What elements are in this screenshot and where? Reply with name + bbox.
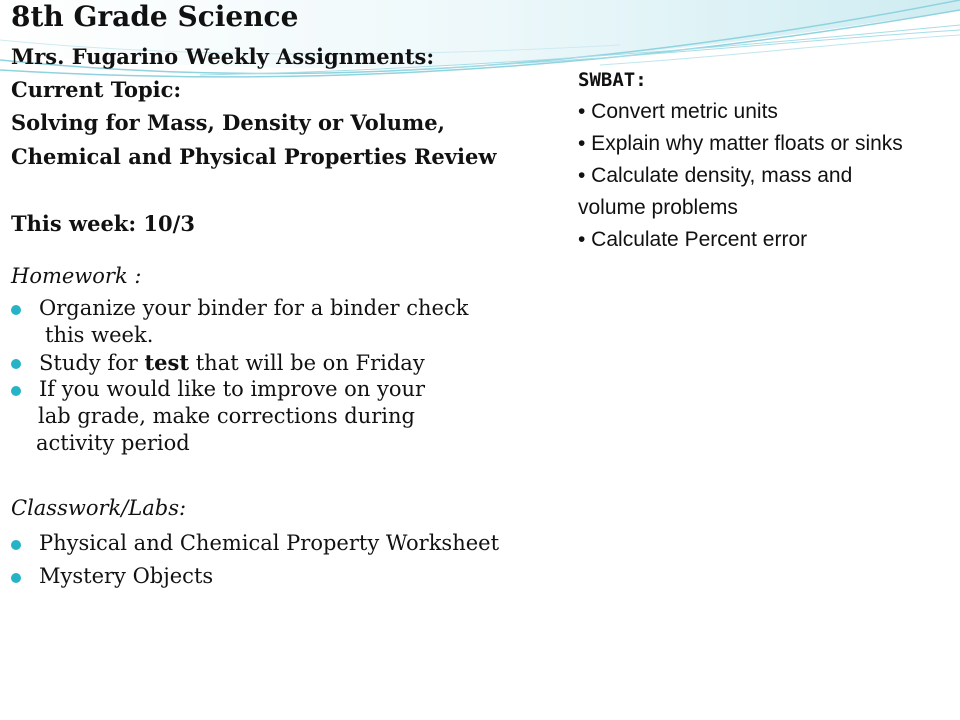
homework-item-1-text: Organize your binder for a binder check [39, 296, 469, 320]
classwork-item-1-text: Physical and Chemical Property Worksheet [39, 531, 500, 555]
bullet-dot-icon [11, 540, 21, 550]
week-label: This week: 10/3 [11, 211, 195, 236]
homework-item-2-pre: Study for [39, 351, 145, 375]
slide-title: 8th Grade Science [11, 0, 299, 33]
classwork-item-2-text: Mystery Objects [39, 564, 214, 588]
homework-item-2-bold: test [144, 350, 190, 375]
homework-item-3-text: If you would like to improve on your [39, 377, 426, 401]
homework-heading: Homework : [11, 264, 142, 288]
swbat-heading: SWBAT: [578, 69, 647, 91]
swbat-item: • Explain why matter floats or sinks [578, 132, 903, 155]
classwork-heading: Classwork/Labs: [11, 496, 187, 520]
swbat-item: • Calculate density, mass and volume problems [578, 164, 853, 219]
topic-line-2: Chemical and Physical Properties Review [11, 144, 497, 169]
bullet-dot-icon [11, 386, 21, 396]
swbat-item: • Convert metric units [578, 100, 778, 123]
swbat-item: • Calculate Percent error [578, 228, 808, 251]
topic-line-1: Solving for Mass, Density or Volume, [11, 110, 445, 135]
homework-item-3-cont: lab grade, make corrections during [38, 404, 415, 428]
homework-item-1-cont: this week. [45, 323, 154, 347]
teacher-subtitle: Mrs. Fugarino Weekly Assignments: [11, 44, 435, 69]
bullet-dot-icon [11, 573, 21, 583]
swbat-box [578, 64, 908, 256]
homework-item-2-post: that will be on Friday [189, 351, 425, 375]
topic-label: Current Topic: [11, 77, 182, 102]
bullet-dot-icon [11, 305, 21, 315]
homework-item-3-cont2: activity period [36, 431, 190, 455]
bullet-dot-icon [11, 359, 21, 369]
